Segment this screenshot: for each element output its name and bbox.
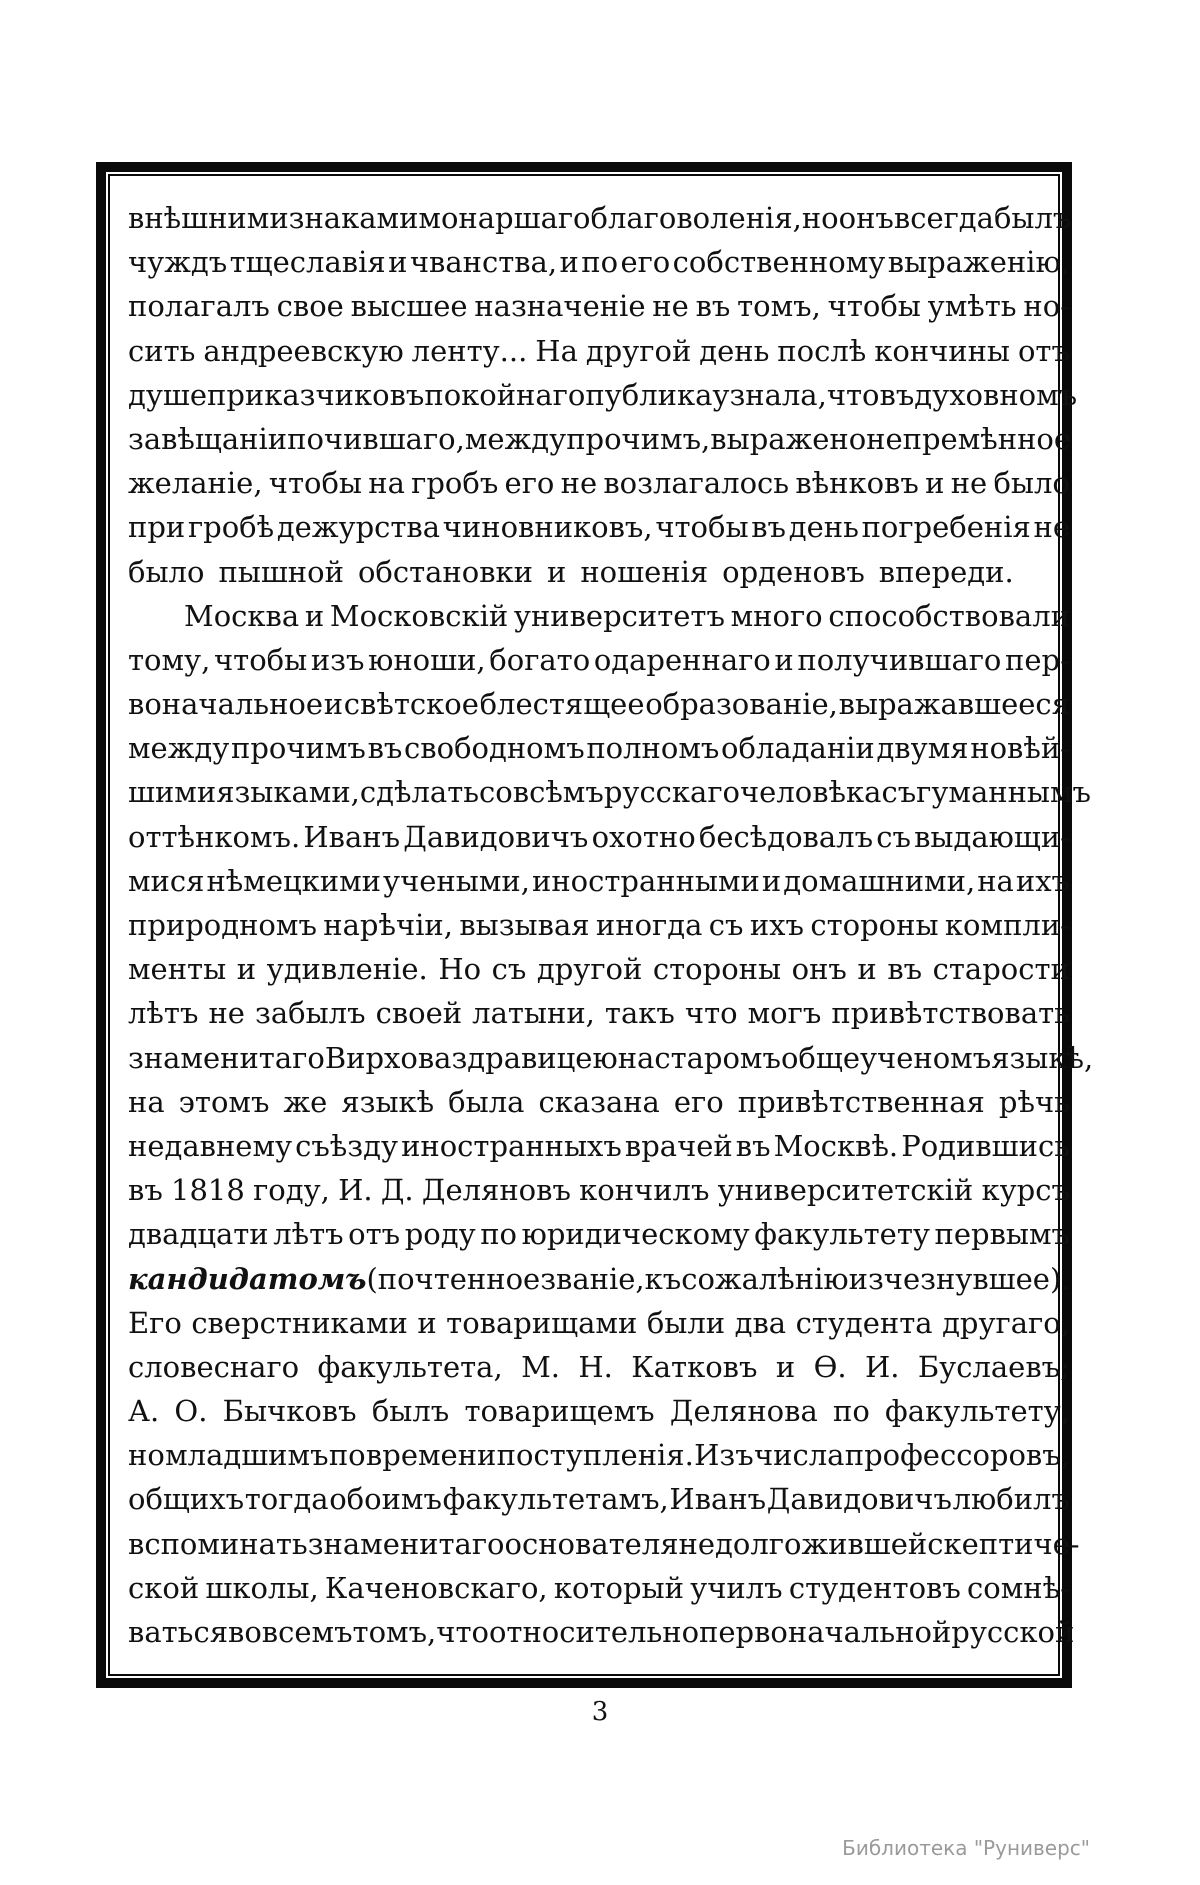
text-line — [128, 1301, 1070, 1345]
word: М. — [521, 1349, 560, 1384]
word: Бычковъ — [222, 1394, 357, 1429]
word: отъ — [1017, 333, 1070, 368]
text-line — [128, 417, 1070, 461]
word: другаго, — [942, 1305, 1070, 1340]
word: но- — [1023, 289, 1070, 324]
word: А. — [128, 1394, 160, 1429]
word: умѣть — [927, 289, 1017, 324]
word: и — [388, 245, 408, 280]
word: много — [730, 598, 823, 633]
word: Буслаевъ; — [917, 1349, 1070, 1384]
word: и — [774, 642, 794, 677]
word: сверстниками — [191, 1305, 408, 1340]
word: стороны — [652, 952, 782, 987]
word: вызывая — [459, 908, 590, 942]
word: собственному — [672, 245, 886, 280]
word: по — [480, 1217, 518, 1252]
word: школы, — [205, 1570, 319, 1605]
word: поступленія. — [496, 1438, 694, 1473]
word: день — [699, 333, 770, 368]
word: первоначальной — [699, 1615, 952, 1649]
word: чтобы — [268, 466, 363, 501]
word: вѣнковъ — [795, 466, 919, 501]
word: своей — [375, 996, 463, 1031]
word: томъ, — [352, 1615, 437, 1649]
word: же — [283, 1084, 328, 1119]
word: возлагалось — [603, 466, 790, 501]
word: не — [652, 289, 689, 324]
word: удивленіе. — [266, 952, 428, 987]
word: въ — [751, 510, 787, 545]
word: тому, — [128, 642, 211, 677]
word: что — [436, 1615, 489, 1649]
word: недавнему — [128, 1128, 293, 1163]
word: юридическому — [521, 1217, 750, 1252]
word: прочимъ, — [566, 421, 711, 456]
text-line — [128, 461, 1070, 505]
word: внѣшними — [128, 201, 289, 235]
word: языками, — [216, 775, 360, 810]
word: студентовъ — [788, 1570, 961, 1605]
word: всемъ — [261, 1615, 353, 1649]
word: съѣзду — [295, 1128, 399, 1163]
word: общеученомъ — [780, 1040, 992, 1075]
text-line — [128, 903, 1070, 947]
word: въ — [887, 952, 923, 987]
word: И. — [864, 1349, 900, 1384]
word: скептиче- — [927, 1526, 1080, 1561]
word: блестящее — [479, 687, 645, 722]
text-line — [128, 1389, 1070, 1433]
word: и — [775, 1349, 796, 1384]
word: между — [128, 731, 230, 766]
word: въ — [367, 731, 403, 766]
word: благоволенія, — [590, 201, 802, 235]
word: онъ — [791, 952, 847, 987]
word: сдѣлать — [359, 775, 480, 810]
text-line — [128, 1168, 1070, 1212]
word: нарѣчіи, — [323, 908, 453, 942]
word: недолго — [678, 1526, 802, 1561]
text-line — [128, 550, 1070, 594]
word: двадцати — [128, 1217, 269, 1252]
word: русской — [951, 1615, 1075, 1649]
word: училъ — [690, 1570, 783, 1605]
word: чтобы — [827, 289, 921, 324]
word: знаменитаго — [307, 1526, 505, 1561]
text-line — [128, 859, 1070, 903]
word: орденовъ — [722, 554, 865, 589]
word: былъ — [371, 1394, 450, 1429]
word: послѣ — [777, 333, 867, 368]
text-line — [128, 991, 1070, 1035]
word: полномъ — [586, 731, 720, 766]
word: монаршаго — [418, 201, 591, 235]
word: двумя — [876, 731, 969, 766]
word: погребенія — [861, 510, 1031, 545]
word: званіе, — [540, 1261, 645, 1296]
word: бесѣдовалъ — [698, 819, 874, 854]
word: душеприказчиковъ — [128, 377, 425, 412]
word: свѣтское — [343, 687, 479, 722]
word: относительно — [488, 1615, 700, 1649]
word: Катковъ — [631, 1349, 758, 1384]
word: курсъ — [981, 1173, 1070, 1208]
word: жившей — [801, 1526, 928, 1561]
word: привѣтствовать — [831, 996, 1070, 1031]
word: учеными, — [383, 863, 530, 898]
word: тщеславія — [229, 245, 386, 280]
text-line — [128, 1566, 1070, 1610]
word: латыни, — [472, 996, 595, 1031]
word: менты — [128, 952, 227, 987]
word: сить — [128, 333, 196, 368]
page-number: 3 — [591, 1697, 609, 1727]
word: старости — [932, 952, 1070, 987]
word: обоимъ — [329, 1482, 442, 1517]
word: обладаніи — [721, 731, 875, 766]
word: языкѣ — [341, 1084, 435, 1119]
word: съ — [491, 952, 527, 987]
word: домашними, — [783, 863, 976, 898]
word: публика — [585, 377, 713, 412]
word: Его — [128, 1305, 182, 1340]
word: кончины — [874, 333, 1011, 368]
word: чуждъ — [128, 245, 228, 280]
word: и — [925, 466, 945, 501]
text-line — [128, 682, 1070, 726]
word: И. — [338, 1173, 373, 1208]
word: факультету, — [885, 1394, 1070, 1429]
word: иностранными — [531, 863, 760, 898]
word: на — [128, 1084, 165, 1119]
word: чванства, — [409, 245, 558, 280]
word: но — [801, 201, 839, 235]
word: по — [581, 245, 619, 280]
word: что — [826, 377, 880, 412]
word: знаменитаго — [128, 1040, 325, 1075]
word: была — [448, 1084, 525, 1119]
word: на — [617, 1040, 655, 1075]
word: во — [228, 1615, 262, 1649]
word: къ — [644, 1261, 682, 1296]
text-line — [128, 1433, 1070, 1477]
text-line — [128, 329, 1070, 373]
word: словеснаго — [128, 1349, 300, 1384]
word: отъ — [348, 1217, 401, 1252]
word: духовномъ — [914, 377, 1078, 412]
text-line — [128, 1610, 1075, 1654]
word: желаніе, — [128, 466, 263, 501]
word: но — [128, 1438, 165, 1473]
text-line — [128, 505, 1070, 549]
word: ленту... — [411, 333, 528, 368]
word: впереди. — [878, 554, 1014, 589]
word: Но — [438, 952, 482, 987]
text-line — [128, 1522, 1080, 1566]
word: такъ — [604, 996, 675, 1031]
word: и — [559, 245, 579, 280]
word: Москвѣ. — [773, 1128, 899, 1163]
word: по — [832, 1394, 870, 1429]
word: привѣтственная — [737, 1084, 985, 1119]
word: основателя — [504, 1526, 679, 1561]
word: товарищами — [446, 1305, 638, 1340]
word: Д. — [380, 1173, 414, 1208]
word: Давидовичъ — [766, 1482, 952, 1517]
word: было — [128, 554, 205, 589]
text-line — [128, 726, 1070, 770]
word: свободномъ — [404, 731, 585, 766]
word: два — [734, 1305, 787, 1340]
word: гуманнымъ — [916, 775, 1092, 810]
word: ихъ — [749, 908, 804, 942]
word: прочимъ — [231, 731, 366, 766]
word: ской — [128, 1570, 200, 1605]
word: выдающи- — [914, 819, 1070, 854]
word: въ — [735, 1128, 771, 1163]
word: Москва — [184, 598, 300, 633]
word: первымъ — [934, 1217, 1070, 1252]
word: компли- — [944, 908, 1070, 942]
word: при — [128, 510, 186, 545]
word: новѣй- — [970, 731, 1070, 766]
word: иногда — [595, 908, 703, 942]
text-line — [128, 1477, 1070, 1521]
word: чтобы — [655, 510, 749, 545]
word: томъ, — [737, 289, 821, 324]
word: дежурства — [276, 510, 441, 545]
word: непремѣнное — [866, 421, 1072, 456]
library-watermark: Библиотека "Руниверс" — [842, 1836, 1090, 1860]
word: на — [368, 466, 405, 501]
text-line — [128, 594, 1070, 638]
word: чиновниковъ, — [442, 510, 653, 545]
word: ихъ — [1015, 863, 1070, 898]
word: младшимъ — [165, 1438, 329, 1473]
word: времени — [365, 1438, 497, 1473]
word: и — [304, 598, 325, 633]
word: высшее — [350, 289, 468, 324]
word: было — [993, 466, 1070, 501]
word: богато — [489, 642, 591, 677]
word: языкѣ, — [991, 1040, 1094, 1075]
text-line — [128, 1257, 1070, 1301]
text-line — [128, 1212, 1070, 1256]
text-line — [128, 240, 1070, 284]
word: оттѣнкомъ. — [128, 819, 301, 854]
word: забылъ — [255, 996, 366, 1031]
word: и — [417, 1305, 437, 1340]
word: его — [673, 1084, 724, 1119]
word: (почтенное — [366, 1261, 541, 1296]
word: были — [646, 1305, 726, 1340]
word: обстановки — [357, 554, 533, 589]
word: и — [547, 554, 567, 589]
word: Вирхова — [324, 1040, 452, 1075]
word: не — [950, 466, 988, 501]
text-line — [128, 947, 1070, 991]
word: не — [208, 996, 245, 1031]
word: который — [553, 1570, 684, 1605]
word: и — [761, 863, 782, 898]
word: съ — [708, 908, 744, 942]
word: способствовали — [828, 598, 1070, 633]
word: гробѣ — [187, 510, 275, 545]
word: его — [620, 245, 671, 280]
word: Н. — [578, 1349, 613, 1384]
word: воначальное — [128, 687, 324, 722]
word: роду — [404, 1217, 476, 1252]
word: юноши, — [368, 642, 486, 677]
text-line — [128, 1124, 1070, 1168]
word: и — [236, 952, 257, 987]
word: Иванъ — [669, 1482, 767, 1517]
word: человѣка — [740, 775, 882, 810]
word: знаками — [288, 201, 419, 235]
word: выраженію, — [887, 245, 1070, 280]
word: образованіе, — [645, 687, 838, 722]
word: вспоминать — [128, 1526, 308, 1561]
word: врачей — [624, 1128, 733, 1163]
word: сожалѣнію — [681, 1261, 849, 1296]
word: и — [323, 687, 344, 722]
word: кончилъ — [579, 1173, 710, 1208]
word: общихъ — [128, 1482, 245, 1517]
body-text — [128, 196, 1094, 1654]
word: выражавшееся — [838, 687, 1070, 722]
word: любилъ — [952, 1482, 1070, 1517]
word: ваться — [128, 1615, 228, 1649]
word: тогда — [244, 1482, 329, 1517]
word: старомъ — [654, 1040, 781, 1075]
word: съ — [881, 775, 917, 810]
word: факультета, — [317, 1349, 503, 1384]
word: природномъ — [128, 908, 317, 942]
word: выражено — [710, 421, 867, 456]
word: полагалъ — [128, 289, 270, 324]
word: На — [535, 333, 578, 368]
word: въ — [128, 1173, 163, 1208]
word: охотно — [591, 819, 696, 854]
word: рѣчь — [998, 1084, 1070, 1119]
text-line — [128, 1036, 1094, 1080]
word: Каченовскаго, — [324, 1570, 548, 1605]
word: андреевскую — [203, 333, 404, 368]
word: университетскій — [717, 1173, 974, 1208]
word: ношенія — [580, 554, 709, 589]
text-line — [128, 770, 1092, 814]
word: другой — [536, 952, 643, 987]
word: 1818 — [171, 1173, 245, 1208]
word: лѣтъ — [128, 996, 199, 1031]
word: могъ — [747, 996, 822, 1031]
text-line — [128, 638, 1070, 682]
word: одареннаго — [593, 642, 771, 677]
word: стороны — [810, 908, 939, 942]
word: на — [977, 863, 1014, 898]
word: профессоровъ, — [844, 1438, 1070, 1473]
word: иностранныхъ — [401, 1128, 622, 1163]
text-line — [128, 815, 1070, 859]
word: всегда — [893, 201, 994, 235]
word: Делянова — [669, 1394, 818, 1429]
word: съ — [876, 819, 911, 854]
word: Давидовичъ — [403, 819, 589, 854]
word: нѣмецкими — [206, 863, 381, 898]
word: чтобы — [213, 642, 308, 677]
word: Иванъ — [303, 819, 401, 854]
text-line — [128, 284, 1070, 328]
word: сказана — [538, 1084, 660, 1119]
word: здравицею — [451, 1040, 618, 1075]
word: почившаго, — [287, 421, 465, 456]
word: узнала, — [712, 377, 827, 412]
word: его — [504, 466, 555, 501]
word: Деляновъ — [421, 1173, 571, 1208]
word: Московскій — [329, 598, 509, 633]
word: покойнаго — [424, 377, 586, 412]
word: между — [464, 421, 567, 456]
word: завѣщаніи — [128, 421, 288, 456]
word: изъ — [310, 642, 365, 677]
word: факультетамъ, — [442, 1482, 669, 1517]
text-line — [128, 373, 1078, 417]
word: назначеніе — [474, 289, 646, 324]
word: получившаго — [797, 642, 1002, 677]
word: совсѣмъ — [479, 775, 604, 810]
word: изчезнувшее). — [848, 1261, 1071, 1296]
word: университетъ — [513, 598, 725, 633]
word: свое — [276, 289, 344, 324]
word: пышной — [218, 554, 344, 589]
word: студента — [795, 1305, 933, 1340]
word: день — [788, 510, 859, 545]
word: Родившись — [901, 1128, 1070, 1163]
word: этомъ — [178, 1084, 270, 1119]
word: по — [328, 1438, 366, 1473]
word: числа — [753, 1438, 845, 1473]
word: русскаго — [603, 775, 740, 810]
word: былъ — [993, 201, 1072, 235]
word: шими — [128, 775, 217, 810]
word: въ — [695, 289, 731, 324]
word: и — [857, 952, 877, 987]
word: пер- — [1005, 642, 1070, 677]
word: товарищемъ — [464, 1394, 655, 1429]
word: лѣтъ — [273, 1217, 344, 1252]
word: Ѳ. — [813, 1349, 847, 1384]
word: Изъ — [694, 1438, 754, 1473]
word: не — [1033, 510, 1070, 545]
word: мися — [128, 863, 205, 898]
word: онъ — [838, 201, 894, 235]
word: гробъ — [411, 466, 499, 501]
word: что — [684, 996, 738, 1031]
word: году, — [253, 1173, 330, 1208]
word: факультету — [754, 1217, 930, 1252]
word: О. — [174, 1394, 208, 1429]
text-line — [128, 1345, 1070, 1389]
word: сомнѣ- — [967, 1570, 1070, 1605]
word: не — [560, 466, 598, 501]
word: въ — [879, 377, 915, 412]
word: кандидатомъ — [128, 1261, 367, 1296]
text-line — [128, 196, 1070, 240]
word: другой — [585, 333, 692, 368]
text-line — [128, 1080, 1070, 1124]
